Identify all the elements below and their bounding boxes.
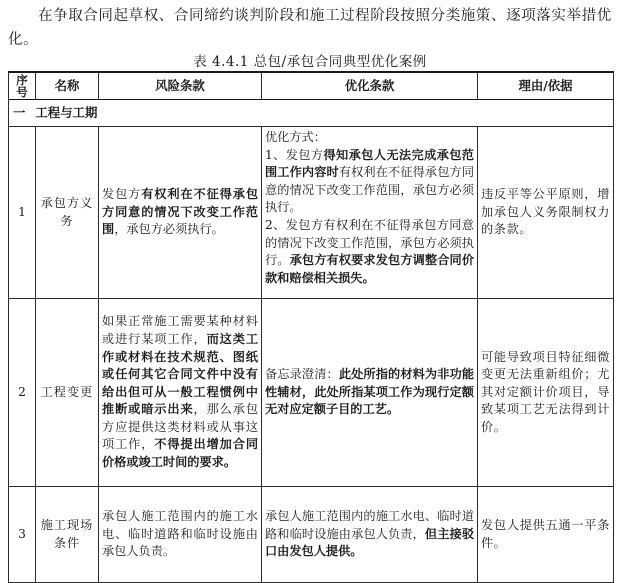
section-number: 一 xyxy=(13,105,26,121)
risk-clause xyxy=(99,299,262,487)
row-name: 工程变更 xyxy=(36,299,99,487)
intro-paragraph: 在争取合同起草权、合同缔约谈判阶段和施工过程阶段按照分类施策、逐项落实举措优化。 xyxy=(8,8,612,48)
risk-text: ，那么承包方应提供这类材料或从事这项工作， xyxy=(102,402,259,452)
reason-text: 可能导致项目特征细微变更无法重新组价；尤其对定额计价项目，导致某项工艺无法得到计价。 xyxy=(478,299,614,487)
optimization-clause xyxy=(262,127,478,299)
optimization-clause xyxy=(262,299,478,487)
row-name: 承包方义务 xyxy=(36,127,99,299)
risk-text-bold: 而这类工作或材料在技术规范、图纸或任何其它合同文件中没有给出但可从一般工程惯例中推断或暗示出来 xyxy=(102,331,259,417)
optimization-item-1 xyxy=(265,147,474,217)
header-num: 序号 xyxy=(9,72,36,100)
risk-text-bold: 不得提出增加合同价格或竣工时间的要求。 xyxy=(102,437,259,470)
table-row xyxy=(9,487,614,583)
table-row xyxy=(9,299,614,487)
opt-text: 承包人施工范围内的施工水电、临时道路和临时设施由承包人负责， xyxy=(265,509,474,541)
header-risk: 风险条款 xyxy=(99,72,262,100)
opt-text-bold: 但主接驳口由发包人提供。 xyxy=(265,526,475,559)
row-number: 2 xyxy=(9,299,36,487)
risk-text: 承包人施工范围内的施工水电、临时道路和临时设施由承包人负责。 xyxy=(102,509,258,559)
header-name: 名称 xyxy=(36,72,99,100)
optimization-case-table xyxy=(8,71,614,583)
opt-text-bold: 承包方有权要求发包方调整合同价款和赔偿相关损失。 xyxy=(265,253,475,285)
risk-text: 如果正常施工需要某种材料或进行某项工作， xyxy=(102,314,258,346)
opt-text-bold: 得知承包人无法完成承包范围工作内容时 xyxy=(265,147,474,180)
risk-clause xyxy=(99,127,262,299)
row-name: 施工现场条件 xyxy=(36,487,99,583)
risk-text: 发包方 xyxy=(102,187,142,202)
opt-text: 有权利在不征得承包方同意的情况下改变工作范围，承包方必须执行。 xyxy=(265,165,475,215)
reason-text: 违反平等公平原则，增加承包人义务限制权力的条款。 xyxy=(478,127,614,299)
risk-clause xyxy=(99,487,262,583)
section-row xyxy=(9,100,614,127)
table-row xyxy=(9,127,614,299)
table-caption: 表 4.4.1 总包/承包合同典型优化案例 xyxy=(193,54,427,70)
row-number: 3 xyxy=(9,487,36,583)
optimization-method-label: 优化方式： xyxy=(265,130,326,144)
row-number: 1 xyxy=(9,127,36,299)
opt-text: 1、发包方 xyxy=(265,147,324,162)
table-header-row xyxy=(9,72,614,100)
section-heading xyxy=(9,100,614,127)
header-optimization: 优化条款 xyxy=(262,72,478,100)
opt-text: 2、发包方有权利在不征得承包方同意的情况下改变工作范围，承包方必须执行。 xyxy=(265,217,474,268)
optimization-item-2 xyxy=(265,217,474,287)
header-reason: 理由/依据 xyxy=(478,72,614,100)
opt-text: 备忘录澄清： xyxy=(265,367,339,382)
opt-text-bold: 此处所指的材料为非功能性辅材，此处所指某项工作为现行定额无对应定额子目的工艺。 xyxy=(265,367,475,417)
optimization-clause xyxy=(262,487,478,583)
risk-text: ，承包方必须执行。 xyxy=(114,222,224,237)
risk-text-bold: 有权利在不征得承包方同意的情况下改变工作范围 xyxy=(102,187,259,237)
reason-text: 发包人提供五通一平条件。 xyxy=(478,487,614,583)
section-title: 工程与工期 xyxy=(35,105,98,121)
